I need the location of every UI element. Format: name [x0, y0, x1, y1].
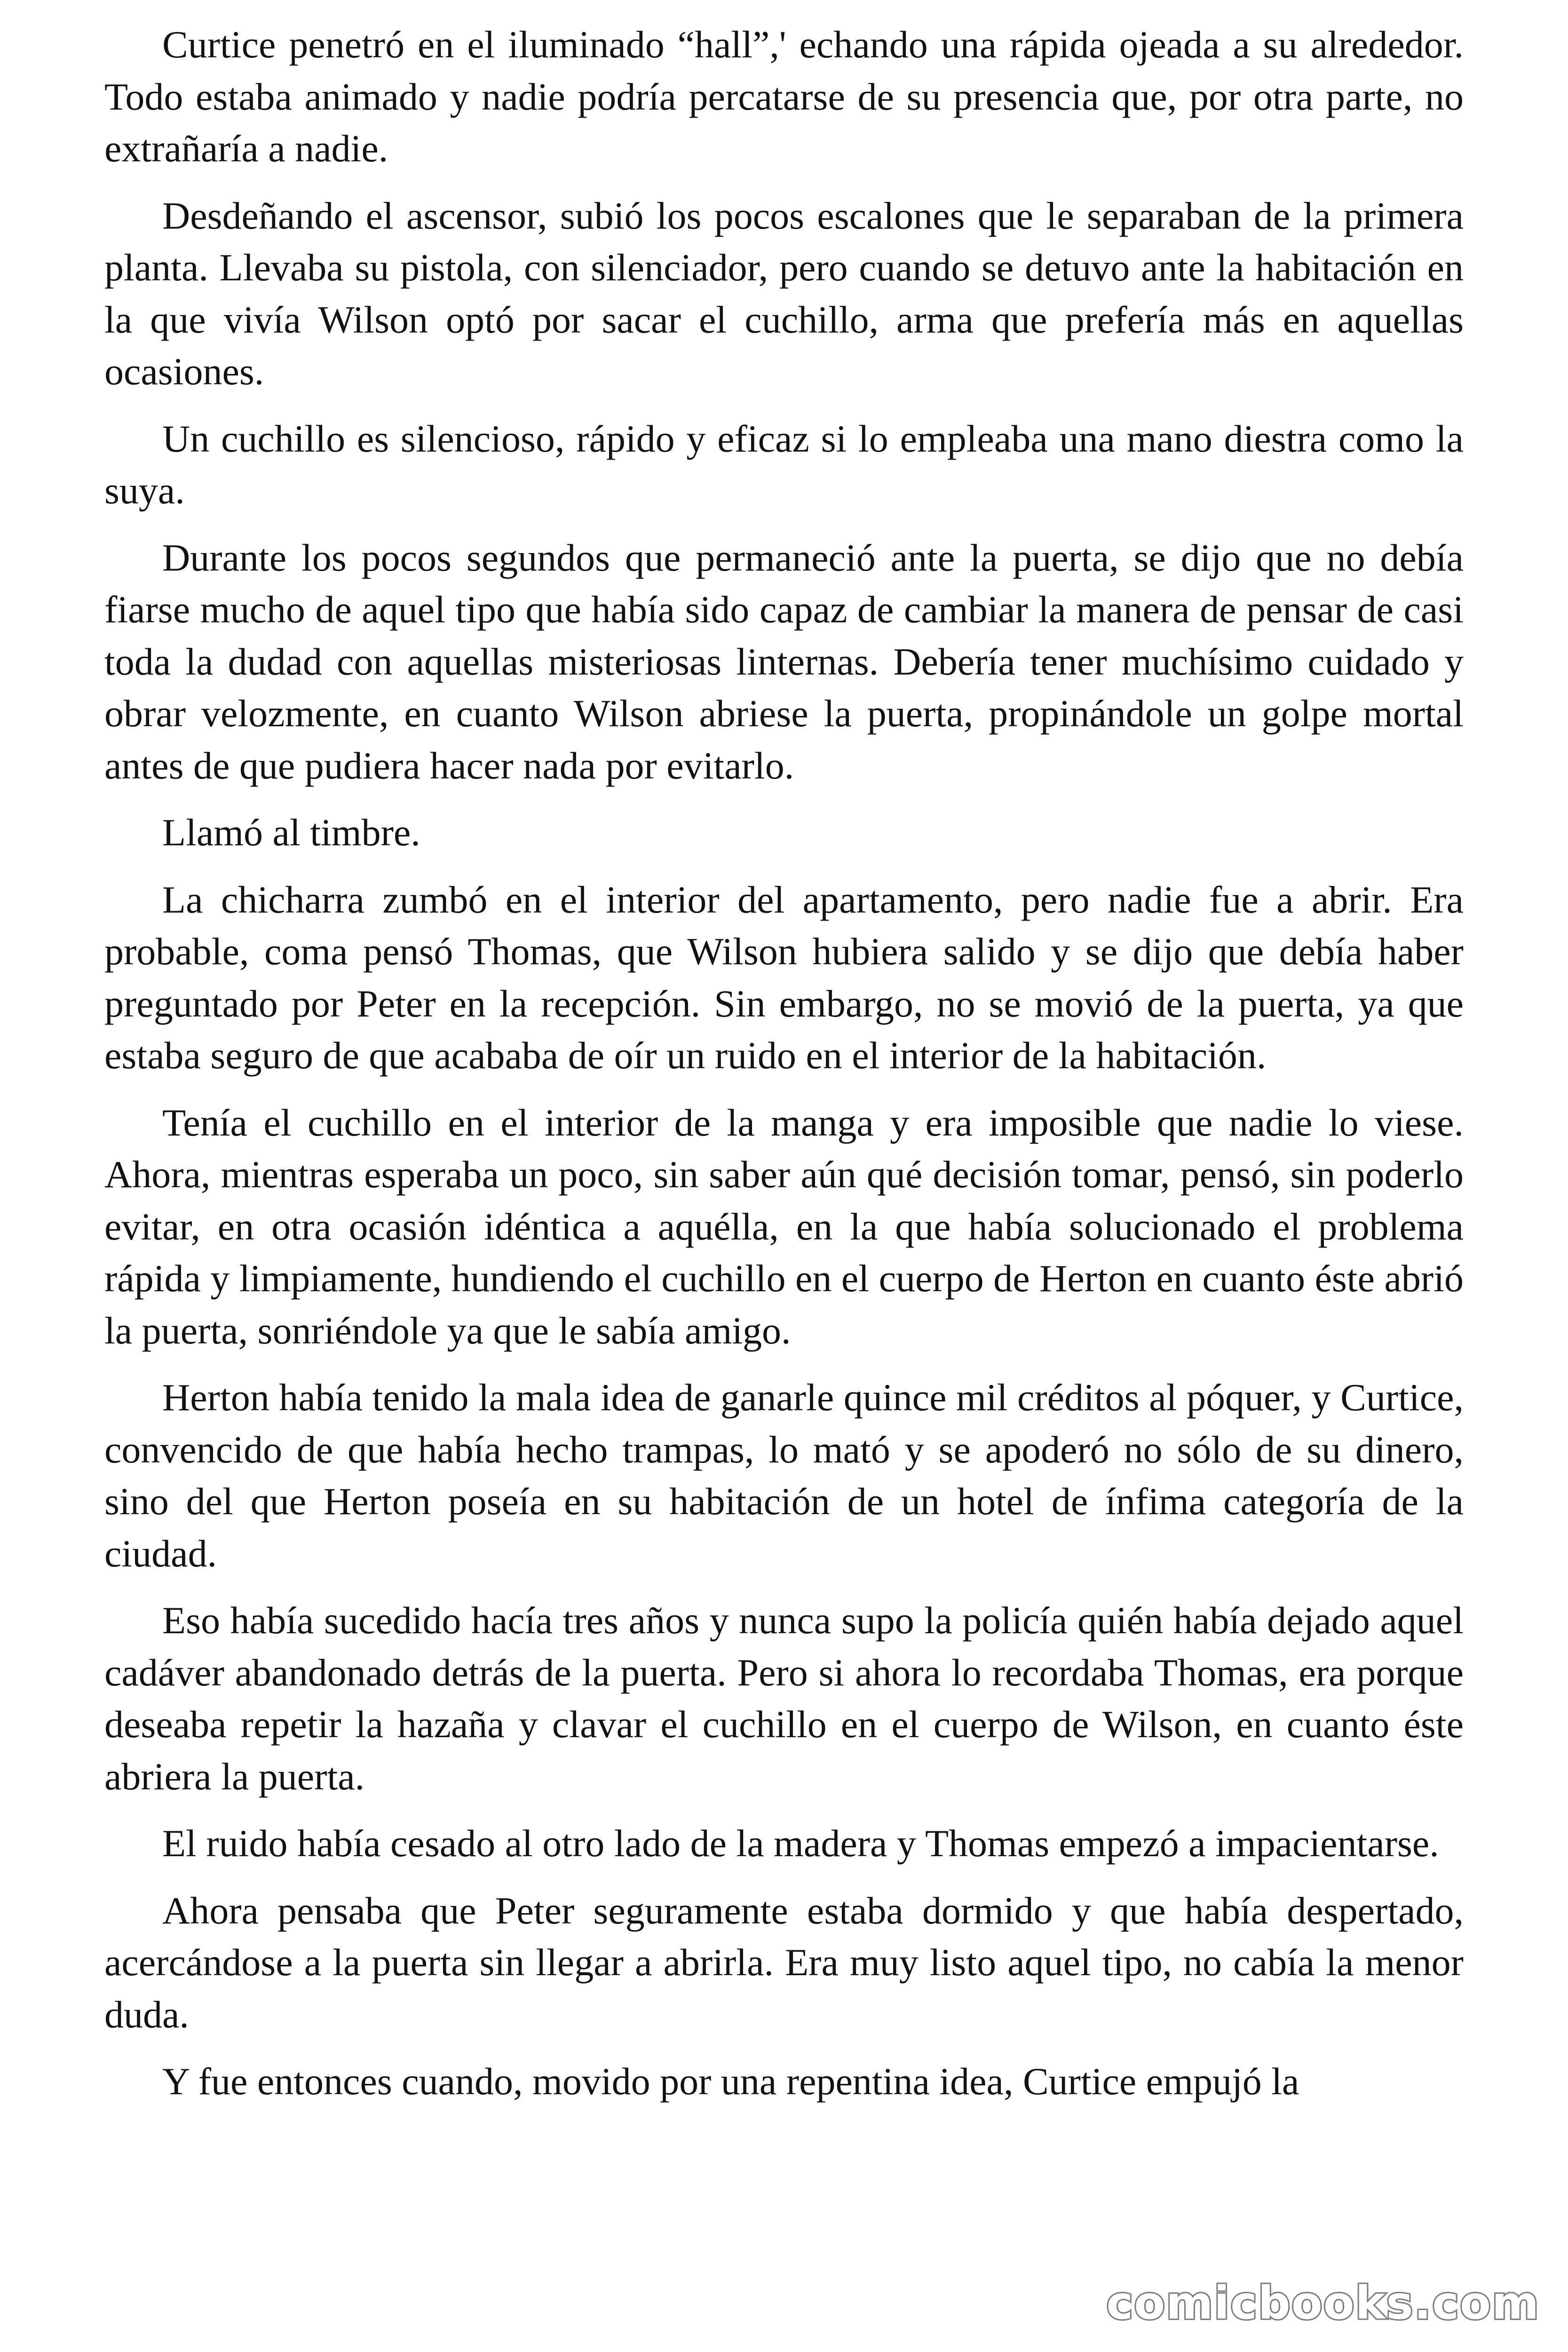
body-text	[104, 19, 1464, 2123]
paragraph-12: Y fue entonces cuando, movido por una repentina idea, Curtice empujó la	[162, 2060, 1299, 2103]
paragraph-8: Herton había tenido la mala idea de ganarle quince mil créditos al póquer, y Curtice, convencido de que había hecho trampas, lo mató y se apoderó no sólo de su dinero, sino del que Herton poseía en su habitación de un hotel de ínfima categoría de la ciudad.	[104, 1376, 1464, 1575]
paragraph-5: Llamó al timbre.	[162, 811, 420, 854]
paragraph-11: Ahora pensaba que Peter seguramente estaba dormido y que había despertado, acercándose a la puerta sin llegar a abrirla. Era muy listo aquel tipo, no cabía la menor duda.	[104, 1889, 1464, 2036]
paragraph-1: Curtice penetró en el iluminado “hall”,' echando una rápida ojeada a su alrededor. Todo estaba animado y nadie podría percatarse de su presencia que, por otra parte, no extrañaría a nadie.	[104, 23, 1464, 170]
paragraph-10: El ruido había cesado al otro lado de la madera y Thomas empezó a impacientarse.	[162, 1822, 1439, 1865]
paragraph-6: La chicharra zumbó en el interior del apartamento, pero nadie fue a abrir. Era probable, coma pensó Thomas, que Wilson hubiera salido y se dijo que debía haber preguntado por Peter en la recepción. Sin embargo, no se movió de la puerta, ya que estaba seguro de que acababa de oír un ruido en el interior de la habitación.	[104, 878, 1464, 1077]
paragraph-2: Desdeñando el ascensor, subió los pocos escalones que le separaban de la primera planta. Llevaba su pistola, con silenciador, pero cuando se detuvo ante la habitación en la que vivía Wilson optó por sacar el cuchillo, arma que prefería más en aquellas ocasiones.	[104, 194, 1464, 393]
paragraph-3: Un cuchillo es silencioso, rápido y eficaz si lo empleaba una mano diestra como la suya.	[104, 417, 1464, 512]
paragraph-9: Eso había sucedido hacía tres años y nunca supo la policía quién había dejado aquel cadáver abandonado detrás de la puerta. Pero si ahora lo recordaba Thomas, era porque deseaba repetir la hazaña y clavar el cuchillo en el cuerpo de Wilson, en cuanto éste abriera la puerta.	[104, 1599, 1464, 1798]
site-watermark: comicbooks.com	[1106, 2277, 1540, 2329]
paragraph-4: Durante los pocos segundos que permaneció ante la puerta, se dijo que no debía fiarse mucho de aquel tipo que había sido capaz de cambiar la manera de pensar de casi toda la dudad con aquellas misteriosas linternas. Debería tener muchísimo cuidado y obrar velozmente, en cuanto Wilson abriese la puerta, propinándole un golpe mortal antes de que pudiera hacer nada por evitarlo.	[104, 536, 1464, 787]
paragraph-7: Tenía el cuchillo en el interior de la manga y era imposible que nadie lo viese. Ahora, mientras esperaba un poco, sin saber aún qué decisión tomar, pensó, sin poderlo evitar, en otra ocasión idéntica a aquélla, en la que había solucionado el problema rápida y limpiamente, hundiendo el cuchillo en el cuerpo de Herton en cuanto éste abrió la puerta, sonriéndole ya que le sabía amigo.	[104, 1101, 1464, 1352]
